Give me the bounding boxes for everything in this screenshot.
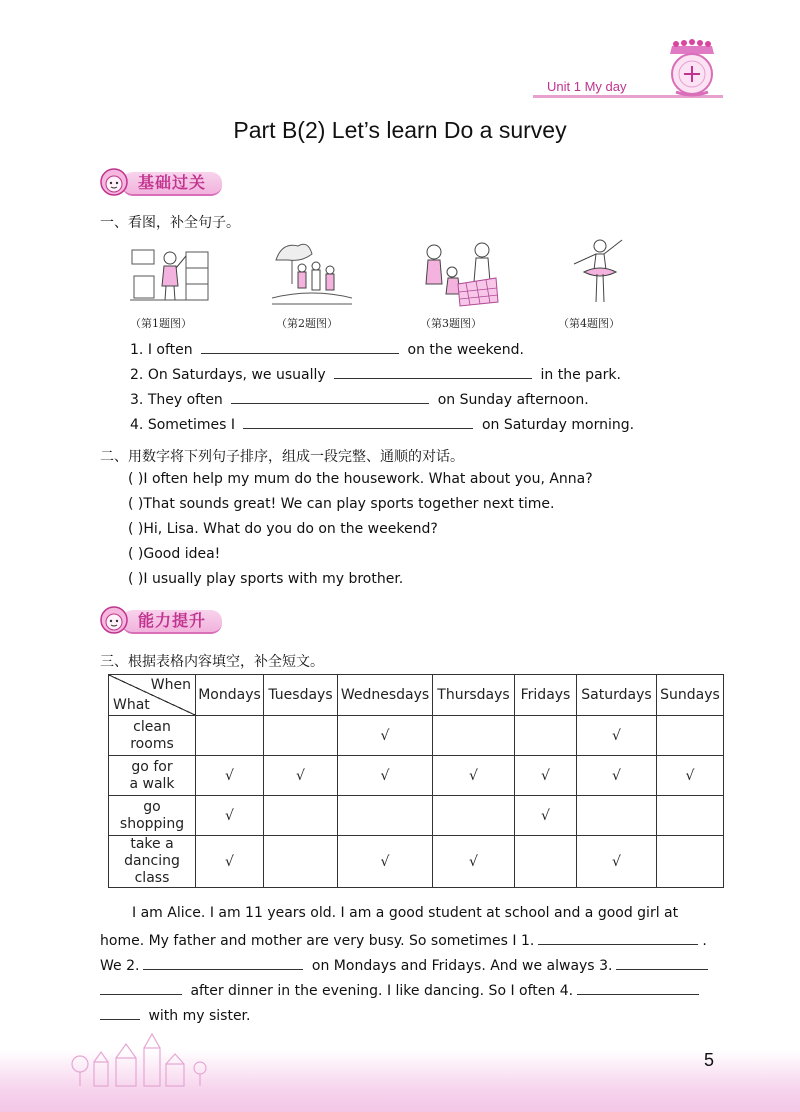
column-header: Thursdays	[433, 675, 515, 716]
q1-sentence-1	[130, 339, 524, 358]
question-2-heading: 二、用数字将下列句子排序，组成一段完整、通顺的对话。	[100, 449, 464, 465]
passage-text: We	[100, 958, 122, 974]
picture-caption-1: （第1题图）	[130, 317, 192, 330]
answer-blank[interactable]	[231, 389, 429, 404]
dialogue-text: I usually play sports with my brother.	[143, 571, 404, 587]
check-mark-cell: √	[196, 796, 264, 836]
dialogue-text: That sounds great! We can play sports together next time.	[143, 496, 555, 512]
check-mark-cell: √	[577, 716, 657, 756]
answer-blank[interactable]	[243, 414, 473, 429]
order-bracket[interactable]: ( )	[128, 471, 144, 487]
check-mark-cell: √	[338, 836, 433, 888]
girl-cleaning-picture	[130, 242, 210, 308]
dialogue-item-3	[128, 521, 438, 537]
table-row	[109, 836, 724, 888]
table-row	[109, 796, 724, 836]
section-tag-pill	[122, 172, 222, 196]
activity-cell: go shopping	[109, 796, 196, 836]
table-row	[109, 716, 724, 756]
ballet-dancer-picture	[566, 236, 632, 308]
answer-blank[interactable]	[100, 1005, 140, 1020]
survey-table	[108, 674, 724, 888]
check-mark-cell: √	[264, 756, 338, 796]
answer-blank[interactable]	[334, 364, 532, 379]
sentence-text-before: I often	[147, 342, 193, 358]
section-tag-basic	[100, 168, 240, 196]
dialogue-item-5	[128, 571, 403, 587]
table-cell	[264, 716, 338, 756]
passage-line-3	[100, 955, 718, 974]
picture-caption-3: （第3题图）	[420, 317, 482, 330]
check-mark-cell: √	[577, 836, 657, 888]
sentence-number: 1.	[130, 342, 144, 358]
dialogue-item-4	[128, 546, 220, 562]
column-header: Sundays	[657, 675, 724, 716]
column-header: Saturdays	[577, 675, 657, 716]
question-3-heading: 三、根据表格内容填空，补全短文。	[100, 654, 324, 670]
table-header-row	[109, 675, 724, 716]
activity-cell: clean rooms	[109, 716, 196, 756]
sentence-text-after: on the weekend.	[407, 342, 524, 358]
order-bracket[interactable]: ( )	[128, 571, 144, 587]
check-mark-cell: √	[515, 796, 577, 836]
section-tag-label: 基础过关	[138, 173, 207, 192]
dialogue-item-1	[128, 471, 593, 487]
picture-caption-2: （第2题图）	[276, 317, 338, 330]
passage-text: home. My father and mother are very busy. So sometimes I	[100, 933, 517, 949]
sentence-number: 2.	[130, 367, 144, 383]
publisher-logo-icon	[662, 38, 722, 98]
passage-text: after dinner in the evening. I like dancing. So I often	[190, 983, 556, 999]
q1-sentence-4	[130, 414, 634, 433]
check-mark-cell: √	[515, 756, 577, 796]
sentence-text-after: on Saturday morning.	[481, 417, 635, 433]
table-cell	[515, 716, 577, 756]
dialogue-item-2	[128, 496, 554, 512]
order-bracket[interactable]: ( )	[128, 521, 144, 537]
family-walk-picture	[272, 240, 352, 308]
section-tag-advanced	[100, 606, 240, 634]
answer-blank[interactable]	[538, 930, 698, 945]
check-mark-cell: √	[577, 756, 657, 796]
cartoon-face-icon	[100, 606, 128, 634]
table-cell	[657, 716, 724, 756]
sentence-text-before: They often	[147, 392, 223, 408]
sentence-text-before: On Saturdays, we usually	[147, 367, 326, 383]
table-cell	[657, 796, 724, 836]
dialogue-text: I often help my mum do the housework. What about you, Anna?	[143, 471, 593, 487]
page-number: 5	[704, 1050, 715, 1070]
blank-number: 3.	[599, 958, 613, 974]
check-mark-cell: √	[196, 836, 264, 888]
sentence-text-after: on Sunday afternoon.	[437, 392, 589, 408]
passage-text: with my sister.	[148, 1008, 251, 1024]
family-picnic-picture	[420, 238, 500, 308]
table-cell	[433, 716, 515, 756]
answer-blank[interactable]	[143, 955, 303, 970]
sentence-text-before: Sometimes I	[147, 417, 236, 433]
blank-number: 2.	[126, 958, 140, 974]
table-cell	[196, 716, 264, 756]
corner-when-label: When	[150, 677, 191, 693]
table-cell	[433, 796, 515, 836]
castle-decoration-icon	[60, 1028, 260, 1088]
table-cell	[338, 796, 433, 836]
column-header: Mondays	[196, 675, 264, 716]
table-row	[109, 756, 724, 796]
section-tag-label: 能力提升	[138, 611, 207, 630]
check-mark-cell: √	[196, 756, 264, 796]
sentence-number: 3.	[130, 392, 144, 408]
dialogue-text: Good idea!	[143, 546, 221, 562]
order-bracket[interactable]: ( )	[128, 496, 144, 512]
answer-blank[interactable]	[577, 980, 699, 995]
check-mark-cell: √	[338, 756, 433, 796]
check-mark-cell: √	[433, 836, 515, 888]
sentence-text-after: in the park.	[540, 367, 621, 383]
cartoon-face-icon	[100, 168, 128, 196]
dialogue-text: Hi, Lisa. What do you do on the weekend?	[143, 521, 438, 537]
picture-caption-4: （第4题图）	[558, 317, 620, 330]
table-cell	[577, 796, 657, 836]
unit-label: Unit 1 My day	[547, 79, 627, 94]
answer-blank[interactable]	[616, 955, 708, 970]
activity-cell: go for a walk	[109, 756, 196, 796]
sentence-number: 4.	[130, 417, 144, 433]
table-cell	[264, 796, 338, 836]
column-header: Fridays	[515, 675, 577, 716]
table-cell	[515, 836, 577, 888]
blank-number: 1.	[520, 933, 535, 949]
order-bracket[interactable]: ( )	[128, 546, 144, 562]
q1-sentence-3	[130, 389, 589, 408]
page-title: Part B(2) Let’s learn Do a survey	[233, 117, 567, 143]
table-cell	[657, 836, 724, 888]
blank-number: 4.	[559, 983, 574, 999]
column-header: Tuesdays	[264, 675, 338, 716]
check-mark-cell: √	[338, 716, 433, 756]
passage-line-2: home. My father and mother are very busy. So sometimes I 1. .	[100, 930, 718, 949]
passage-text: on Mondays and Fridays. And we always	[311, 958, 595, 974]
answer-blank[interactable]	[100, 980, 182, 995]
answer-blank[interactable]	[201, 339, 399, 354]
corner-what-label: What	[113, 697, 150, 713]
check-mark-cell: √	[657, 756, 724, 796]
passage-line-5	[100, 1005, 718, 1024]
q1-sentence-2	[130, 364, 621, 383]
activity-cell: take a dancing class	[109, 836, 196, 888]
section-tag-pill	[122, 610, 222, 634]
table-cell	[264, 836, 338, 888]
table-corner-cell	[109, 675, 196, 716]
check-mark-cell: √	[433, 756, 515, 796]
passage-line-1: I am Alice. I am 11 years old. I am a good student at school and a good girl at	[132, 905, 679, 921]
column-header: Wednesdays	[338, 675, 433, 716]
question-1-heading: 一、看图，补全句子。	[100, 215, 240, 231]
passage-line-4	[100, 980, 718, 999]
